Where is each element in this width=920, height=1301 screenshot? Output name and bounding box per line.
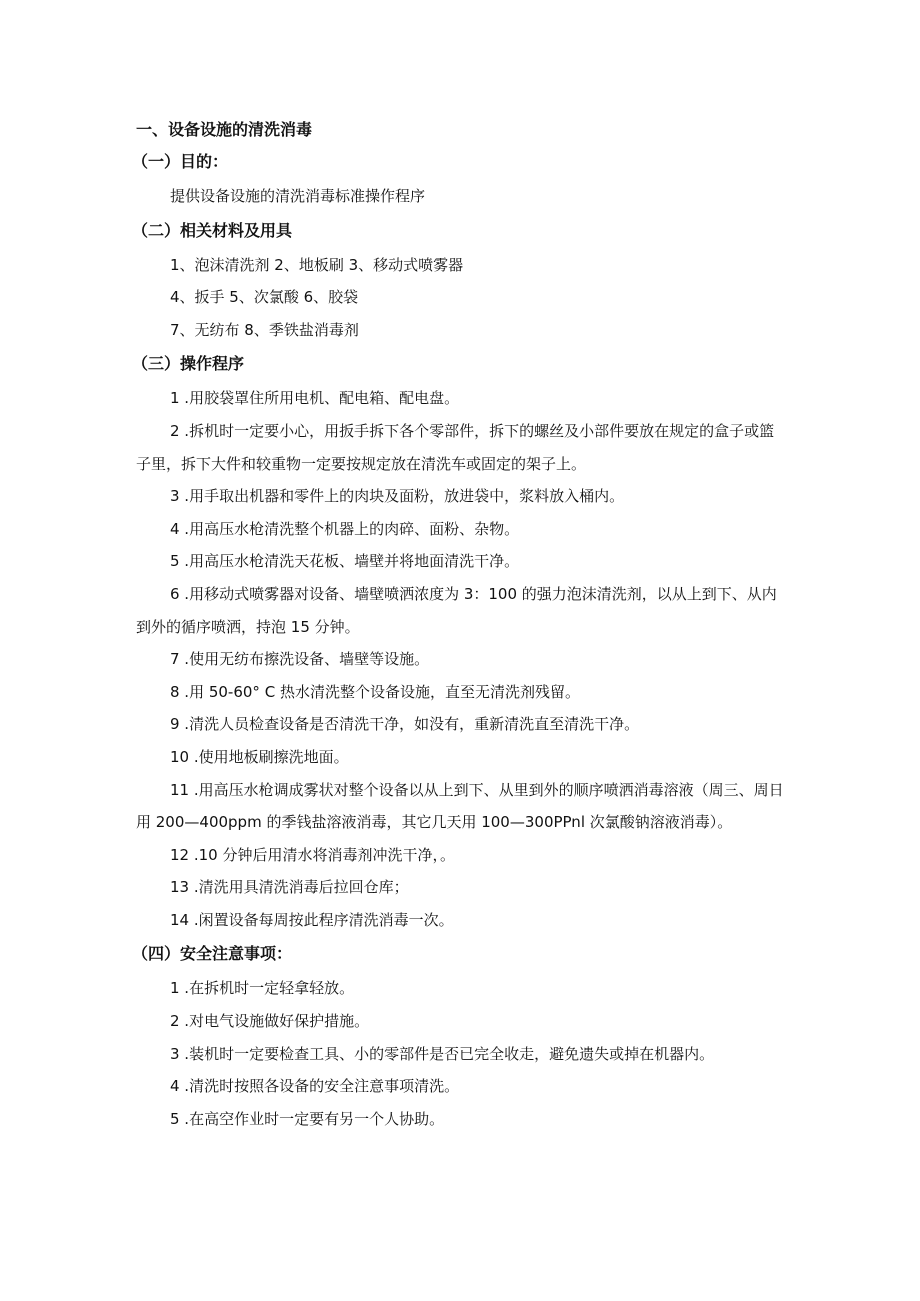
paragraph: 4、扳手 5、次氯酸 6、胶袋 — [170, 288, 359, 307]
paragraph: 提供设备设施的清洗消毒标准操作程序 — [170, 187, 426, 205]
section-materials — [132, 217, 788, 347]
paragraph: 4 .清洗时按照各设备的安全注意事项清洗。 — [170, 1077, 460, 1096]
paragraph: 9 .清洗人员检查设备是否清洗干净，如没有，重新清洗直至清洗干净。 — [170, 715, 640, 734]
paragraph: 1 .在拆机时一定轻拿轻放。 — [170, 979, 355, 998]
section-safety — [132, 940, 788, 1135]
paragraph: 1 .用胶袋罩住所用电机、配电箱、配电盘。 — [170, 389, 460, 408]
paragraph: 1、泡沫清洗剂 2、地板刷 3、移动式喷雾器 — [170, 255, 464, 274]
paragraph: 12 .10 分钟后用清水将消毒剂冲洗干净，。 — [170, 845, 455, 864]
paragraph: 6 .用移动式喷雾器对设备、墙壁喷洒浓度为 3：100 的强力泡沫清洗剂，以从上到下、从内到外的循序喷洒，持泡 15 分钟。 — [136, 584, 777, 636]
document-title: 一、设备设施的清洗消毒 — [136, 120, 313, 139]
section-heading: （三）操作程序 — [132, 354, 245, 374]
paragraph: 8 .用 50-60° C 热水清洗整个设备设施，直至无清洗剂残留。 — [170, 682, 580, 701]
section-heading: （四）安全注意事项： — [132, 944, 293, 964]
paragraph: 2 .拆机时一定要小心，用扳手拆下各个零部件，拆下的螺丝及小部件要放在规定的盒子或篮子里，拆下大件和较重物一定要按规定放在清洗车或固定的架子上。 — [136, 421, 775, 473]
paragraph: 10 .使用地板刷擦洗地面。 — [170, 747, 349, 766]
section-heading: （一）目的： — [132, 152, 229, 171]
section-heading: （二）相关材料及用具 — [132, 220, 293, 240]
paragraph: 13 .清洗用具清洗消毒后拉回仓库； — [170, 878, 409, 897]
section-procedure — [132, 350, 788, 936]
paragraph: 3 .用手取出机器和零件上的肉块及面粉，放进袋中，浆料放入桶内。 — [170, 487, 625, 506]
paragraph: 11 .用高压水枪调成雾状对整个设备以从上到下、从里到外的顺序喷洒消毒溶液（周三、周日用 200—400ppm 的季钱盐溶液消毒，其它几天用 100—300PPnl 次氯酸钠溶液消毒）。 — [136, 780, 784, 832]
section-purpose — [132, 148, 788, 213]
paragraph: 4 .用高压水枪清洗整个机器上的肉碎、面粉、杂物。 — [170, 519, 520, 538]
paragraph: 14 .闲置设备每周按此程序清洗消毒一次。 — [170, 910, 454, 929]
paragraph: 5 .用高压水枪清洗天花板、墙壁并将地面清洗干净。 — [170, 552, 520, 571]
paragraph: 3 .装机时一定要检查工具、小的零部件是否已完全收走，避免遗失或掉在机器内。 — [170, 1044, 715, 1063]
paragraph: 2 .对电气设施做好保护措施。 — [170, 1012, 370, 1031]
paragraph: 7、无纺布 8、季铁盐消毒剂 — [170, 320, 359, 339]
paragraph: 5 .在高空作业时一定要有另一个人协助。 — [170, 1109, 445, 1128]
paragraph: 7 .使用无纺布擦洗设备、墙壁等设施。 — [170, 650, 430, 669]
